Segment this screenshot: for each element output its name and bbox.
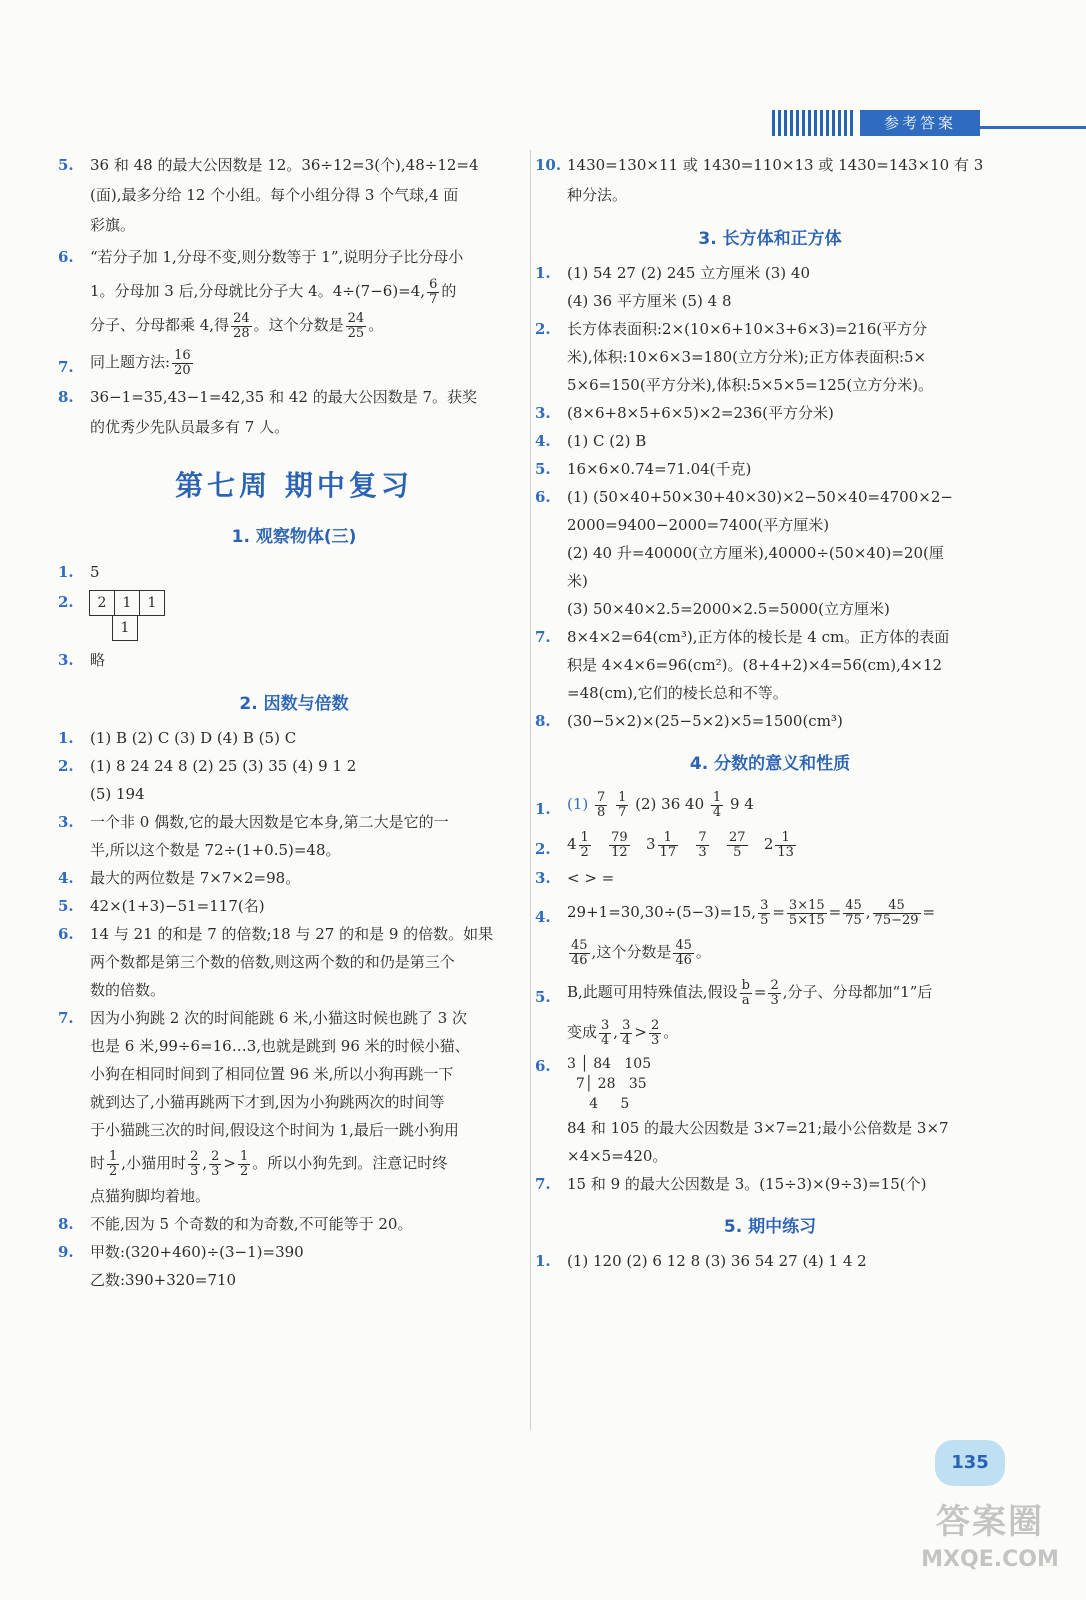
header-label: 参考答案 [860, 110, 980, 136]
fraction: $\frac{24}{28}$ [233, 310, 250, 341]
text: 15 和 9 的最大公因数是 3。(15÷3)×(9÷3)=15(个) [567, 1175, 927, 1193]
item-number: 3. [535, 869, 551, 887]
text-line: 乙数:390+320=710 [90, 1271, 237, 1289]
fraction: $\frac{2}{3}$ [650, 1017, 660, 1048]
s4-answer-4 [535, 892, 1005, 972]
text-line: 彩旗。 [90, 216, 136, 234]
text-line: 8×4×2=64(cm³),正方体的棱长是 4 cm。正方体的表面 [567, 628, 950, 646]
item-number: 2. [535, 840, 551, 858]
item-number: 4. [58, 869, 74, 887]
item-number: 6. [58, 925, 74, 943]
item-number: 5. [535, 988, 551, 1006]
s3-answer-1 [535, 259, 1005, 315]
text-line: ×4×5=420。 [567, 1147, 668, 1165]
fraction: $\frac{45}{75-29}$ [874, 897, 919, 928]
fraction: $\frac{45}{75}$ [845, 897, 862, 928]
s3-answer-6 [535, 483, 1005, 623]
fraction: $\frac{1}{2}$ [580, 829, 589, 860]
text-line: 1。分母加 3 后,分母就比分子大 4。4÷(7−6)=4, $\frac{6}{7}$ 的 [90, 276, 457, 307]
text-line: 一个非 0 偶数,它的最大因数是它本身,第二大是它的一 [90, 813, 449, 831]
s2-answer-3 [58, 808, 530, 864]
header-bar [772, 110, 1086, 136]
answer-6 [58, 240, 530, 342]
s2-answer-1 [58, 724, 530, 752]
section-title: 3. 长方体和正方体 [698, 229, 842, 249]
text-line: (2) 40 升=40000(立方厘米),40000÷(50×40)=20(厘 [567, 544, 944, 562]
text-line: 长方体表面积:2×(10×6+10×3+6×3)=216(平方分 [567, 320, 928, 338]
text-line: 米),体积:10×6×3=180(立方分米);正方体表面积:5× [567, 348, 927, 366]
item-number: 3. [58, 813, 74, 831]
fraction: $\frac{7}{8}$ [597, 789, 606, 820]
text: (1) B (2) C (3) D (4) B (5) C [90, 729, 297, 747]
item-number: 8. [58, 1215, 74, 1233]
s2-answer-9 [58, 1238, 530, 1294]
grid-cell: 1 [112, 615, 138, 641]
answer-7 [58, 342, 530, 382]
fraction: $\frac{7}{3}$ [698, 829, 707, 860]
fraction: $\frac{6}{7}$ [429, 276, 438, 307]
s3-answer-4 [535, 427, 1005, 455]
right-column [535, 150, 1005, 1275]
text-line: 36 和 48 的最大公因数是 12。36÷12=3(个),48÷12=4 [90, 156, 479, 174]
text-line: (1) (50×40+50×30+40×30)×2−50×40=4700×2− [567, 488, 953, 506]
text-line: 84 和 105 的最大公因数是 3×7=21;最小公倍数是 3×7 [567, 1119, 949, 1137]
view-grid [90, 591, 165, 641]
fraction: $\frac{24}{25}$ [347, 310, 365, 341]
s4-answer-5 [535, 972, 1005, 1052]
item-number: 2. [58, 757, 74, 775]
s4-answer-2: 2. 4 $\frac{1}{2}$ $\frac{79}{12}$ 3 $\frac{1}{17}$ $\frac{7}{3}$ $\frac{27}{5}$ 2 $\frac{1}{13}$ [535, 824, 1005, 864]
text-line: 5×6=150(平方分米),体积:5×5×5=125(立方分米)。 [567, 376, 934, 394]
grid-cell: 1 [114, 590, 140, 616]
item-number: 7. [535, 1175, 551, 1193]
fraction: $\frac{1}{2}$ [240, 1148, 249, 1179]
s2-answer-8 [58, 1210, 530, 1238]
text-line: 积是 4×4×6=96(cm²)。(8+4+2)×4=56(cm),4×12 [567, 656, 943, 674]
text-line: 时 $\frac{1}{2}$ ,小猫用时 $\frac{2}{3}$ , $\frac{2}{3}$ > $\frac{1}{2}$ 。所以小狗先到。注意记时终 [90, 1148, 448, 1179]
item-number: 7. [58, 358, 74, 376]
item-number: 7. [535, 628, 551, 646]
text: 5 [90, 563, 100, 581]
text-line: 数的倍数。 [90, 981, 166, 999]
fraction: $\frac{45}{46}$ [675, 937, 692, 968]
fraction: $\frac{2}{3}$ [770, 977, 779, 1008]
item-number: 1. [535, 1252, 551, 1270]
week-title: 第七周 期中复习 [175, 469, 413, 502]
section-title: 5. 期中练习 [723, 1217, 817, 1237]
text-line: 甲数:(320+460)÷(3−1)=390 [90, 1243, 304, 1261]
text-line: =48(cm),它们的棱长总和不等。 [567, 684, 788, 702]
fraction: $\frac{1}{17}$ [659, 829, 677, 860]
text: 42×(1+3)−51=117(名) [90, 897, 265, 915]
grid-cell: 2 [89, 590, 115, 616]
text-line: 半,所以这个数是 72÷(1+0.5)=48。 [90, 841, 341, 859]
item-number: 6. [58, 248, 74, 266]
text: 略 [90, 651, 106, 669]
item-number: 4. [535, 908, 551, 926]
text: 16×6×0.74=71.04(千克) [567, 460, 752, 478]
item-number: 1. [535, 264, 551, 282]
text-line: 14 与 21 的和是 7 的倍数;18 与 27 的和是 9 的倍数。如果 [90, 925, 494, 943]
item-number: 3. [535, 404, 551, 422]
s3-answer-3 [535, 399, 1005, 427]
text-line: 36−1=35,43−1=42,35 和 42 的最大公因数是 7。获奖 [90, 388, 478, 406]
item-number: 1. [58, 729, 74, 747]
text-line: 2000=9400−2000=7400(平方厘米) [567, 516, 830, 534]
text-line: B,此题可用特殊值法,假设 $\frac{b}{a}$ = $\frac{2}{3}$ ,分子、分母都加“1”后 [567, 977, 933, 1008]
item-number: 6. [535, 1057, 551, 1075]
item-number: 8. [58, 388, 74, 406]
answer-10 [535, 150, 1005, 210]
fraction: $\frac{2}{3}$ [190, 1148, 199, 1179]
watermark-text: 答案圈 [936, 1502, 1044, 1542]
text-line: (4) 36 平方厘米 (5) 4 8 [567, 292, 732, 310]
fraction: $\frac{3}{4}$ [601, 1017, 610, 1048]
answer-5 [58, 150, 530, 240]
fraction: $\frac{1}{4}$ [712, 789, 722, 820]
text-line: (面),最多分给 12 个小组。每个小组分得 3 个气球,4 面 [90, 186, 459, 204]
text-line: 点猫狗脚均着地。 [90, 1187, 211, 1205]
s4-answer-3 [535, 864, 1005, 892]
grid-cell: 1 [139, 590, 165, 616]
text: 最大的两位数是 7×7×2=98。 [90, 869, 301, 887]
item-number: 7. [58, 1009, 74, 1027]
fraction: $\frac{1}{7}$ [618, 789, 627, 820]
s1-answer-2 [58, 587, 530, 645]
text-line: 分子、分母都乘 4,得 $\frac{24}{28}$ 。这个分数是 $\frac{24}{25}$ 。 [90, 310, 384, 341]
text: 同上题方法: [90, 353, 171, 371]
s5-answer-1 [535, 1247, 1005, 1275]
text: (1) 120 (2) 6 12 8 (3) 36 54 27 (4) 1 4 2 [567, 1252, 867, 1270]
text-line: “若分子加 1,分母不变,则分数等于 1”,说明分子比分母小 [90, 248, 464, 266]
item-number: 5. [58, 897, 74, 915]
s4-answer-7 [535, 1170, 1005, 1198]
text: (30−5×2)×(25−5×2)×5=1500(cm³) [567, 712, 843, 730]
fraction: $\frac{45}{46}$ [571, 937, 588, 968]
s1-answer-3 [58, 645, 530, 675]
item-number: 4. [535, 432, 551, 450]
item-number: 2. [58, 593, 74, 611]
item-number: 1. [535, 800, 551, 818]
text-line: (1) 54 27 (2) 245 立方厘米 (3) 40 [567, 264, 811, 282]
s4-answer-6 [535, 1052, 1005, 1170]
fraction: $\frac{b}{a}$ [741, 977, 750, 1008]
text-line: 米) [567, 572, 588, 590]
item-number: 9. [58, 1243, 74, 1261]
text-line: 1430=130×11 或 1430=110×13 或 1430=143×10 有 3 [567, 156, 984, 174]
text-line: 小狗在相同时间到了相同位置 96 米,所以小狗再跳一下 [90, 1065, 454, 1083]
fraction: $\frac{16}{20}$ [174, 347, 191, 378]
s3-answer-8 [535, 707, 1005, 735]
item-number: 1. [58, 563, 74, 581]
fraction: $\frac{79}{12}$ [611, 829, 628, 860]
header-line [980, 126, 1086, 129]
s2-answer-4 [58, 864, 530, 892]
text-line: 变成 $\frac{3}{4}$ , $\frac{3}{4}$ > $\frac{2}{3}$ 。 [567, 1017, 679, 1048]
item-number: 2. [535, 320, 551, 338]
watermark-logo [905, 1500, 1075, 1590]
section-title: 1. 观察物体(三) [231, 527, 357, 547]
section-title: 4. 分数的意义和性质 [689, 754, 851, 774]
text-line: 也是 6 米,99÷6=16…3,也就是跳到 96 米的时候小猫、 [90, 1037, 470, 1055]
answer-8 [58, 382, 530, 442]
s2-answer-5 [58, 892, 530, 920]
fraction: $\frac{1}{2}$ [109, 1148, 118, 1179]
item-number: 8. [535, 712, 551, 730]
column-divider [530, 150, 531, 1430]
text-line: 就到达了,小猫再跳两下才到,因为小狗跳两次的时间等 [90, 1093, 445, 1111]
s3-answer-5 [535, 455, 1005, 483]
text: (1) C (2) B [567, 432, 647, 450]
page-number: 135 [935, 1440, 1005, 1486]
text-line: 于小猫跳三次的时间,假设这个时间为 1,最后一跳小狗用 [90, 1121, 459, 1139]
fraction: $\frac{3}{5}$ [760, 897, 769, 928]
item-number: 5. [535, 460, 551, 478]
s1-answer-1 [58, 557, 530, 587]
item-number: 3. [58, 651, 74, 669]
text-line: 因为小狗跳 2 次的时间能跳 6 米,小猫这时候也跳了 3 次 [90, 1009, 468, 1027]
item-number: 5. [58, 156, 74, 174]
section-title: 2. 因数与倍数 [239, 694, 349, 714]
item-number: 10. [535, 156, 562, 174]
text-line: 的优秀少先队员最多有 7 人。 [90, 418, 290, 436]
text: 不能,因为 5 个奇数的和为奇数,不可能等于 20。 [90, 1215, 413, 1233]
s2-answer-2 [58, 752, 530, 808]
text-line: (5) 194 [90, 785, 145, 803]
text-line: (3) 50×40×2.5=2000×2.5=5000(立方厘米) [567, 600, 890, 618]
fraction: $\frac{2}{3}$ [211, 1148, 220, 1179]
text-line: 种分法。 [567, 186, 628, 204]
s4-answer-1: 1. (1) $\frac{7}{8}$ $\frac{1}{7}$ (2) 36 40 $\frac{1}{4}$ 9 4 [535, 784, 1005, 824]
text: < > = [567, 869, 615, 887]
text-line: 两个数都是第三个数的倍数,则这两个数的和仍是第三个 [90, 953, 455, 971]
header-stripes [772, 110, 854, 136]
fraction: $\frac{27}{5}$ [729, 829, 746, 860]
s2-answer-6 [58, 920, 530, 1004]
item-number: 6. [535, 488, 551, 506]
s3-answer-7 [535, 623, 1005, 707]
s2-answer-7 [58, 1004, 530, 1210]
watermark-url: MXQE.COM [921, 1547, 1059, 1572]
left-column [58, 150, 530, 1294]
fraction: $\frac{3\times 15}{5\times 15}$ [788, 897, 825, 928]
text-line: $\frac{45}{46}$ ,这个分数是 $\frac{45}{46}$ 。 [571, 937, 711, 968]
text: (8×6+8×5+6×5)×2=236(平方分米) [567, 404, 834, 422]
s3-answer-2 [535, 315, 1005, 399]
text-line: (1) 8 24 24 8 (2) 25 (3) 35 (4) 9 1 2 [90, 757, 357, 775]
fraction: $\frac{3}{4}$ [622, 1017, 631, 1048]
fraction: $\frac{1}{13}$ [777, 829, 794, 860]
short-division: 3 │ 84 105 7│ 28 35 4 5 [567, 1056, 652, 1112]
text-line: 29+1=30,30÷(5−3)=15, $\frac{3}{5}$ = $\frac{3\times 15}{5\times 15}$ = $\frac{45}{75}$ , $\frac{45}{75-29}$ = [567, 897, 936, 928]
